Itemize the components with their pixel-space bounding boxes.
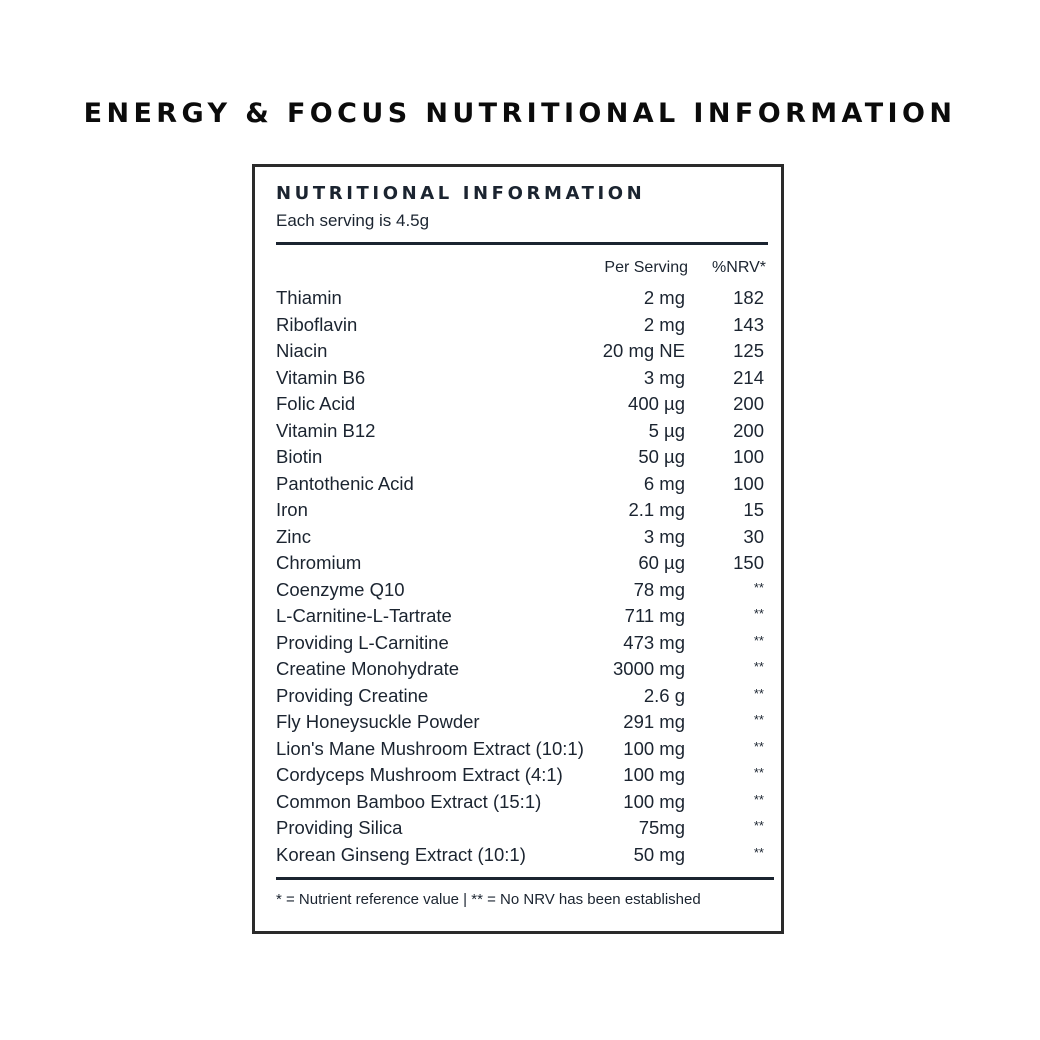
nutrient-nrv: ** [753,685,764,701]
nutrient-nrv: 100 [733,446,764,467]
nutrient-nrv: ** [753,765,764,780]
nutrient-nrv: 200 [733,419,764,441]
nutrient-nrv: ** [753,818,764,833]
column-headers [276,259,766,281]
nutrient-name: Thiamin [276,287,342,308]
table-row [276,444,766,471]
nutrient-name: Lion's Mane Mushroom Extract (10:1) [276,737,584,759]
nutrient-nrv: ** [753,659,764,674]
nutrient-name: Cordyceps Mushroom Extract (4:1) [276,764,563,785]
nutrient-amount: 50 mg [633,843,685,865]
nutrient-name: Iron [276,499,308,520]
table-row [276,285,766,312]
nutrient-nrv: 15 [743,499,764,520]
nutrient-amount: 5 µg [648,419,685,441]
nutrient-nrv: ** [753,712,764,727]
page-title: ENERGY & FOCUS NUTRITIONAL INFORMATION [83,98,957,129]
nutrient-nrv: ** [753,632,764,648]
nutrient-amount: 3000 mg [613,658,685,679]
table-row [276,471,766,498]
nutrient-nrv: ** [753,738,764,754]
nutrient-name: Riboflavin [276,313,358,335]
per-serving-header: Per Serving [604,259,688,276]
nutrient-nrv: 30 [743,525,764,547]
table-row [276,418,766,445]
nutrient-amount: 20 mg NE [602,340,685,361]
table-row [276,762,766,789]
nutrient-amount: 400 µg [628,393,685,414]
nutrient-name: L-Carnitine-L-Tartrate [276,605,452,626]
nutrient-amount: 100 mg [623,737,685,759]
nutrient-name: Folic Acid [276,393,356,414]
table-row [276,789,766,816]
table-row [276,391,766,418]
nutrient-amount: 2 mg [643,287,685,308]
table-row [276,577,766,604]
table-row [276,736,766,763]
nutrient-name: Niacin [276,340,328,361]
bottom-divider [276,877,774,880]
nutrient-amount: 473 mg [623,631,685,653]
nrv-header: %NRV* [712,259,766,276]
nutrient-name: Providing Silica [276,817,403,838]
table-row [276,312,766,339]
table-row [276,603,766,630]
nutrient-nrv: 143 [733,313,764,335]
footnote: * = Nutrient reference value | ** = No NRV has been established [276,891,701,908]
nutrient-name: Creatine Monohydrate [276,658,460,679]
nutrient-amount: 2 mg [643,313,685,335]
nutrient-amount: 100 mg [623,764,685,785]
nutrient-amount: 3 mg [643,366,685,388]
nutrient-amount: 2.6 g [643,684,685,706]
nutrient-amount: 711 mg [624,605,685,626]
table-row [276,524,766,551]
nutrient-name: Pantothenic Acid [276,472,414,494]
top-divider [276,242,768,245]
table-row [276,550,766,577]
nutrient-name: Providing Creatine [276,684,429,706]
nutrient-amount: 6 mg [643,472,685,494]
nutrient-name: Biotin [276,446,323,467]
table-row [276,338,766,365]
nutrient-amount: 78 mg [633,578,685,600]
nutrient-name: Providing L-Carnitine [276,631,449,653]
table-row [276,365,766,392]
table-row [276,842,766,869]
nutrient-nrv: 125 [733,340,764,361]
serving-size-note: Each serving is 4.5g [276,211,430,230]
nutrition-panel [252,164,784,934]
table-row [276,709,766,736]
nutrient-nrv: 150 [733,552,764,573]
nutrient-table [276,285,766,868]
nutrient-nrv: 182 [733,287,764,308]
nutrient-amount: 291 mg [623,711,685,732]
table-row [276,815,766,842]
nutrient-name: Korean Ginseng Extract (10:1) [276,843,526,865]
nutrient-name: Chromium [276,552,362,573]
nutrient-nrv: 214 [733,366,764,388]
nutrient-name: Fly Honeysuckle Powder [276,711,480,732]
nutrient-amount: 50 µg [638,446,685,467]
nutrient-name: Coenzyme Q10 [276,578,405,600]
nutrient-nrv: 100 [733,472,764,494]
table-row [276,497,766,524]
nutrient-amount: 60 µg [638,552,685,573]
nutrient-nrv: 200 [733,393,764,414]
nutrient-nrv: ** [753,791,764,807]
table-row [276,656,766,683]
nutrient-name: Common Bamboo Extract (15:1) [276,790,542,812]
nutrient-amount: 75mg [638,817,685,838]
nutrient-nrv: ** [753,844,764,860]
nutrient-name: Vitamin B6 [276,366,366,388]
nutrient-amount: 3 mg [643,525,685,547]
nutrient-amount: 100 mg [623,790,685,812]
table-row [276,630,766,657]
nutrient-name: Vitamin B12 [276,419,376,441]
nutrient-amount: 2.1 mg [628,499,685,520]
nutrient-name: Zinc [276,525,311,547]
nutrient-nrv: ** [753,579,764,595]
table-row [276,683,766,710]
panel-heading: NUTRITIONAL INFORMATION [276,183,646,204]
nutrient-nrv: ** [753,606,764,621]
